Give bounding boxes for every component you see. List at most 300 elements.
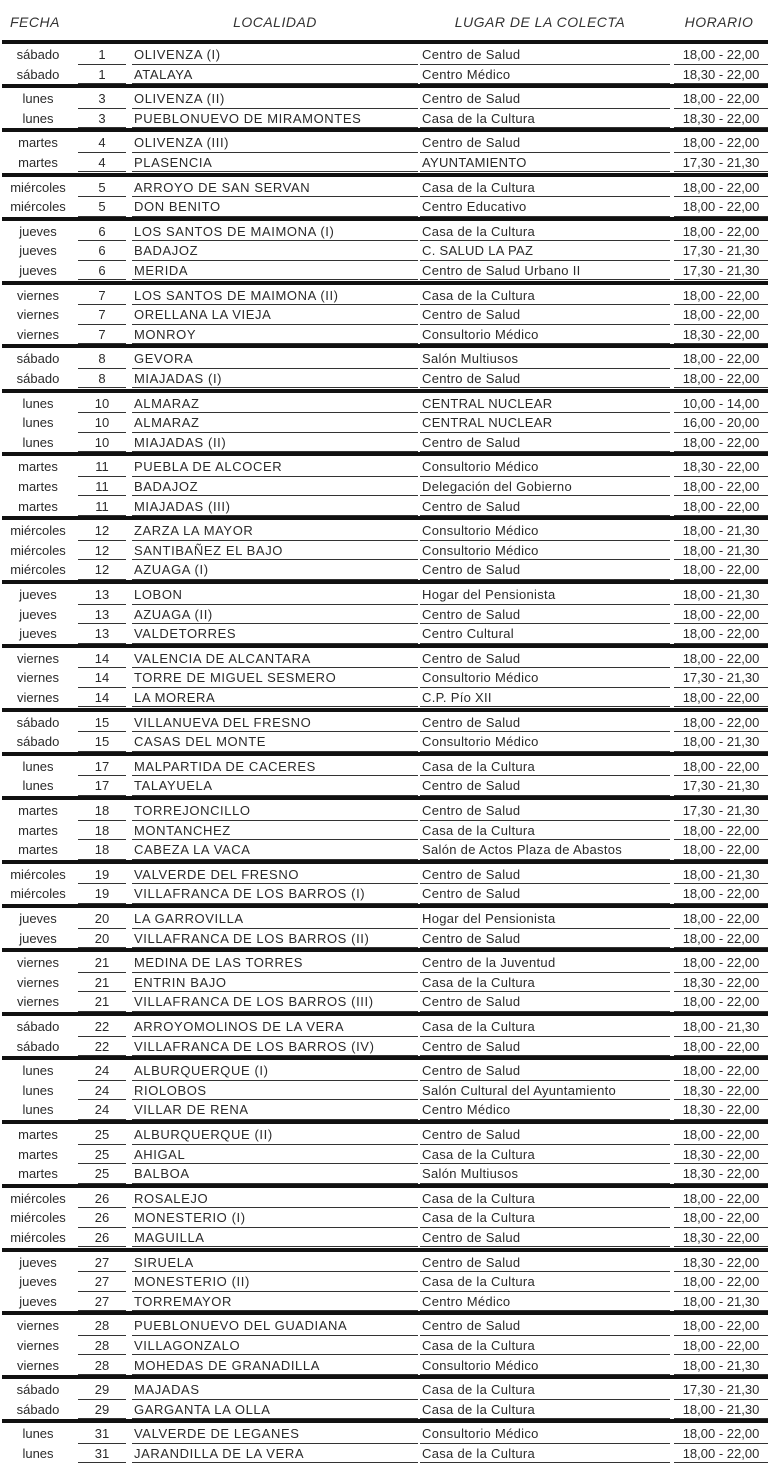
day-cell: miércoles	[10, 866, 66, 882]
day-cell: sábado	[16, 370, 60, 386]
localidad-cell: ALMARAZ	[134, 395, 200, 411]
horario-cell: 18,00 - 22,00	[682, 626, 760, 642]
day-cell: martes	[18, 154, 58, 170]
lugar-cell: Casa de la Cultura	[422, 1445, 536, 1461]
horario-cell: 18,30 - 22,00	[682, 459, 760, 475]
table-row	[0, 992, 770, 1012]
date-group	[0, 1419, 770, 1463]
row-underline	[420, 1462, 670, 1463]
localidad-cell: RIOLOBOS	[134, 1082, 207, 1098]
date-number-cell: 1	[98, 66, 106, 82]
group-separator	[2, 452, 768, 456]
table-row	[0, 1145, 770, 1165]
date-number-cell: 17	[94, 758, 110, 774]
date-number-cell: 27	[94, 1254, 110, 1270]
horario-cell: 18,00 - 22,00	[682, 498, 760, 514]
date-group	[0, 1311, 770, 1375]
horario-cell: 18,00 - 22,00	[682, 650, 760, 666]
day-cell: sábado	[16, 351, 60, 367]
date-number-cell: 28	[94, 1337, 110, 1353]
lugar-cell: C. SALUD LA PAZ	[422, 243, 534, 259]
lugar-cell: Centro de Salud	[422, 91, 521, 107]
localidad-cell: LOBON	[134, 587, 183, 602]
horario-cell: 18,00 - 21,30	[682, 542, 760, 558]
day-cell: lunes	[22, 1445, 54, 1461]
date-number-cell: 20	[94, 930, 110, 946]
date-number-cell: 13	[94, 626, 110, 642]
date-number-cell: 28	[94, 1318, 110, 1334]
table-row	[0, 1228, 770, 1248]
day-cell: jueves	[19, 626, 57, 642]
lugar-cell: Centro de Salud	[422, 930, 521, 946]
day-cell: jueves	[19, 1293, 57, 1309]
horario-cell: 18,00 - 22,00	[682, 714, 760, 730]
table-row	[0, 178, 770, 198]
date-group	[0, 344, 770, 388]
date-group	[0, 1056, 770, 1120]
table-row	[0, 1017, 770, 1037]
table-row	[0, 497, 770, 517]
lugar-cell: Centro Médico	[422, 66, 511, 82]
group-separator	[2, 796, 768, 800]
table-row	[0, 325, 770, 345]
date-number-cell: 14	[94, 670, 110, 686]
localidad-cell: MONTANCHEZ	[134, 822, 231, 838]
day-cell: lunes	[22, 434, 54, 450]
horario-cell: 18,00 - 22,00	[682, 351, 760, 367]
table-row	[0, 394, 770, 414]
localidad-cell: ALBURQUERQUE (I)	[134, 1063, 269, 1079]
lugar-cell: Consultorio Médico	[422, 542, 539, 558]
table-row	[0, 929, 770, 949]
localidad-cell: MOHEDAS DE GRANADILLA	[134, 1357, 320, 1373]
table-row	[0, 1253, 770, 1273]
horario-cell: 18,00 - 22,00	[682, 1337, 760, 1353]
table-row	[0, 241, 770, 261]
date-number-cell: 8	[98, 370, 106, 386]
localidad-cell: JARANDILLA DE LA VERA	[134, 1445, 305, 1461]
row-underline	[78, 1462, 126, 1463]
table-row	[0, 624, 770, 644]
table-row	[0, 1081, 770, 1101]
group-separator	[2, 904, 768, 908]
horario-cell: 18,30 - 22,00	[682, 974, 760, 990]
group-separator	[2, 217, 768, 221]
day-cell: lunes	[22, 395, 54, 411]
date-number-cell: 14	[94, 689, 110, 705]
horario-cell: 10,00 - 14,00	[682, 395, 760, 411]
lugar-cell: Salón Cultural del Ayuntamiento	[422, 1082, 617, 1098]
date-number-cell: 11	[95, 478, 109, 494]
table-row	[0, 1208, 770, 1228]
table-row	[0, 1356, 770, 1376]
group-separator	[2, 644, 768, 648]
date-number-cell: 1	[98, 47, 106, 62]
date-group	[0, 948, 770, 1012]
localidad-cell: TORREJONCILLO	[134, 803, 251, 818]
date-group	[0, 644, 770, 708]
lugar-cell: Centro de Salud	[422, 434, 521, 450]
table-row	[0, 222, 770, 242]
table-row	[0, 477, 770, 497]
day-cell: sábado	[16, 714, 60, 730]
horario-cell: 18,00 - 22,00	[682, 1318, 760, 1334]
localidad-cell: VILLAFRANCA DE LOS BARROS (I)	[134, 886, 366, 902]
day-cell: martes	[18, 1146, 58, 1162]
date-number-cell: 31	[94, 1445, 110, 1461]
day-cell: viernes	[17, 1337, 59, 1353]
date-number-cell: 12	[94, 542, 110, 558]
day-cell: martes	[18, 1166, 58, 1182]
date-number-cell: 21	[94, 955, 110, 971]
horario-cell: 18,00 - 22,00	[682, 478, 760, 494]
localidad-cell: MALPARTIDA DE CACERES	[134, 758, 316, 774]
day-cell: viernes	[17, 287, 59, 303]
table-row	[0, 953, 770, 973]
group-separator	[2, 128, 768, 132]
lugar-cell: Centro de Salud	[422, 370, 521, 386]
lugar-cell: Hogar del Pensionista	[422, 587, 556, 602]
date-number-cell: 31	[94, 1426, 110, 1442]
horario-cell: 18,00 - 22,00	[682, 1210, 760, 1226]
day-cell: viernes	[17, 326, 59, 342]
date-number-cell: 28	[94, 1357, 110, 1373]
localidad-cell: DON BENITO	[134, 199, 221, 215]
table-row	[0, 45, 770, 65]
day-cell: lunes	[22, 1063, 54, 1079]
localidad-cell: MEDINA DE LAS TORRES	[134, 955, 304, 971]
day-cell: lunes	[22, 1082, 54, 1098]
table-row	[0, 153, 770, 173]
horario-cell: 17,30 - 21,30	[682, 154, 760, 170]
day-cell: jueves	[19, 606, 57, 622]
date-number-cell: 5	[98, 179, 106, 195]
horario-cell: 18,00 - 22,00	[682, 930, 760, 946]
day-cell: miércoles	[10, 523, 66, 539]
group-separator	[2, 752, 768, 756]
date-number-cell: 25	[94, 1127, 110, 1142]
day-cell: lunes	[22, 1426, 54, 1442]
date-group	[0, 84, 770, 128]
lugar-cell: Delegación del Gobierno	[422, 478, 572, 494]
date-number-cell: 25	[94, 1166, 110, 1182]
lugar-cell: Centro de Salud	[422, 47, 521, 62]
horario-cell: 18,30 - 22,00	[682, 1146, 760, 1162]
localidad-cell: VALVERDE DE LEGANES	[134, 1426, 300, 1442]
date-number-cell: 25	[94, 1146, 110, 1162]
table-row	[0, 197, 770, 217]
date-group	[0, 173, 770, 217]
day-cell: martes	[18, 478, 58, 494]
horario-cell: 17,30 - 21,30	[682, 803, 760, 818]
lugar-cell: Casa de la Cultura	[422, 822, 536, 838]
horario-cell: 18,00 - 21,30	[682, 587, 760, 602]
table-row	[0, 1400, 770, 1420]
horario-cell: 17,30 - 21,30	[682, 778, 760, 794]
horario-cell: 18,00 - 21,30	[682, 1019, 760, 1034]
horario-cell: 17,30 - 21,30	[682, 1382, 760, 1398]
date-group	[0, 281, 770, 345]
date-number-cell: 20	[94, 911, 110, 926]
date-group	[0, 452, 770, 516]
lugar-cell: Centro de Salud	[422, 994, 521, 1010]
day-cell: martes	[18, 1127, 58, 1142]
date-number-cell: 29	[94, 1382, 110, 1398]
day-cell: martes	[18, 803, 58, 818]
date-number-cell: 18	[94, 822, 110, 838]
day-cell: martes	[18, 842, 58, 858]
group-separator	[2, 389, 768, 393]
table-row	[0, 668, 770, 688]
lugar-cell: Centro de la Juventud	[422, 955, 556, 971]
horario-cell: 18,00 - 22,00	[682, 199, 760, 215]
table-row	[0, 1444, 770, 1464]
date-number-cell: 12	[94, 523, 110, 539]
group-separator	[2, 580, 768, 584]
date-group	[0, 796, 770, 860]
localidad-cell: MIAJADAS (III)	[134, 498, 231, 514]
localidad-cell: VILLAFRANCA DE LOS BARROS (IV)	[134, 1038, 375, 1054]
group-separator	[2, 1120, 768, 1124]
day-cell: jueves	[19, 223, 57, 239]
day-cell: lunes	[22, 758, 54, 774]
localidad-cell: MONESTERIO (II)	[134, 1274, 250, 1290]
date-number-cell: 21	[94, 994, 110, 1010]
date-group	[0, 1248, 770, 1312]
table-row	[0, 776, 770, 796]
localidad-cell: VALDETORRES	[134, 626, 237, 642]
lugar-cell: Centro Educativo	[422, 199, 527, 215]
table-row	[0, 1125, 770, 1145]
date-number-cell: 18	[94, 803, 110, 818]
group-separator	[2, 708, 768, 712]
table-row	[0, 1164, 770, 1184]
localidad-cell: ORELLANA LA VIEJA	[134, 307, 272, 323]
date-number-cell: 11	[95, 459, 109, 475]
localidad-cell: BALBOA	[134, 1166, 190, 1182]
horario-cell: 18,30 - 22,00	[682, 1166, 760, 1182]
localidad-cell: LOS SANTOS DE MAIMONA (I)	[134, 223, 335, 239]
date-number-cell: 13	[94, 606, 110, 622]
group-separator	[2, 281, 768, 285]
lugar-cell: Centro de Salud	[422, 498, 521, 514]
day-cell: viernes	[17, 650, 59, 666]
lugar-cell: Centro de Salud	[422, 886, 521, 902]
day-cell: lunes	[22, 110, 54, 126]
table-row	[0, 585, 770, 605]
group-separator	[2, 1248, 768, 1252]
horario-cell: 18,00 - 22,00	[682, 434, 760, 450]
lugar-cell: Consultorio Médico	[422, 1357, 539, 1373]
horario-cell: 18,00 - 22,00	[682, 1127, 760, 1142]
horario-cell: 18,30 - 22,00	[682, 1254, 760, 1270]
date-number-cell: 10	[94, 434, 110, 450]
horario-cell: 18,30 - 22,00	[682, 326, 760, 342]
date-number-cell: 8	[98, 351, 106, 367]
localidad-cell: LOS SANTOS DE MAIMONA (II)	[134, 287, 339, 303]
column-header-lugar: LUGAR DE LA COLECTA	[454, 14, 626, 30]
group-separator	[2, 84, 768, 88]
day-cell: lunes	[22, 1102, 54, 1118]
day-cell: viernes	[17, 1357, 59, 1373]
localidad-cell: VILLAGONZALO	[134, 1337, 241, 1353]
table-row	[0, 65, 770, 85]
day-cell: jueves	[19, 587, 57, 602]
localidad-cell: ARROYO DE SAN SERVAN	[134, 179, 311, 195]
horario-cell: 18,00 - 22,00	[682, 758, 760, 774]
localidad-cell: CABEZA LA VACA	[134, 842, 251, 858]
horario-cell: 18,00 - 22,00	[682, 606, 760, 622]
table-row	[0, 1424, 770, 1444]
day-cell: miércoles	[10, 179, 66, 195]
date-number-cell: 7	[98, 287, 106, 303]
lugar-cell: Centro de Salud	[422, 803, 521, 818]
day-cell: miércoles	[10, 1229, 66, 1245]
localidad-cell: AZUAGA (II)	[134, 606, 213, 622]
horario-cell: 18,00 - 21,30	[682, 866, 760, 882]
date-group	[0, 1375, 770, 1419]
horario-cell: 18,30 - 22,00	[682, 110, 760, 126]
localidad-cell: OLIVENZA (I)	[134, 47, 221, 62]
horario-cell: 18,00 - 22,00	[682, 287, 760, 303]
lugar-cell: Consultorio Médico	[422, 459, 539, 475]
date-number-cell: 5	[98, 199, 106, 215]
localidad-cell: CASAS DEL MONTE	[134, 734, 267, 750]
table-row	[0, 1380, 770, 1400]
horario-cell: 18,00 - 22,00	[682, 886, 760, 902]
lugar-cell: Casa de la Cultura	[422, 223, 536, 239]
horario-cell: 18,00 - 22,00	[682, 1190, 760, 1206]
lugar-cell: Casa de la Cultura	[422, 974, 536, 990]
horario-cell: 17,30 - 21,30	[682, 670, 760, 686]
group-separator	[2, 40, 768, 44]
localidad-cell: PUEBLA DE ALCOCER	[134, 459, 283, 475]
horario-cell: 18,30 - 22,00	[682, 1082, 760, 1098]
lugar-cell: Casa de la Cultura	[422, 1401, 536, 1417]
date-number-cell: 24	[94, 1102, 110, 1118]
day-cell: lunes	[22, 415, 54, 431]
group-separator	[2, 173, 768, 177]
table-row	[0, 649, 770, 669]
day-cell: viernes	[17, 689, 59, 705]
day-cell: jueves	[19, 1274, 57, 1290]
localidad-cell: OLIVENZA (III)	[134, 135, 230, 151]
date-number-cell: 15	[94, 734, 110, 750]
day-cell: jueves	[19, 262, 57, 278]
horario-cell: 18,00 - 22,00	[682, 307, 760, 323]
horario-cell: 18,00 - 21,30	[682, 734, 760, 750]
date-number-cell: 24	[94, 1082, 110, 1098]
localidad-cell: MERIDA	[134, 262, 189, 278]
lugar-cell: Centro Médico	[422, 1102, 511, 1118]
day-cell: lunes	[22, 778, 54, 794]
date-number-cell: 6	[98, 223, 106, 239]
localidad-cell: MONROY	[134, 326, 197, 342]
lugar-cell: Casa de la Cultura	[422, 1382, 536, 1398]
lugar-cell: Casa de la Cultura	[422, 1274, 536, 1290]
lugar-cell: Centro de Salud	[422, 778, 521, 794]
table-row	[0, 1037, 770, 1057]
lugar-cell: Centro de Salud	[422, 1318, 521, 1334]
group-separator	[2, 948, 768, 952]
table-row	[0, 713, 770, 733]
group-separator	[2, 1419, 768, 1423]
group-separator	[2, 516, 768, 520]
horario-cell: 18,30 - 22,00	[682, 1102, 760, 1118]
day-cell: miércoles	[10, 1210, 66, 1226]
horario-cell: 18,00 - 22,00	[682, 822, 760, 838]
day-cell: miércoles	[10, 886, 66, 902]
table-row	[0, 865, 770, 885]
horario-cell: 18,00 - 21,30	[682, 523, 760, 539]
localidad-cell: TORREMAYOR	[134, 1293, 232, 1309]
date-number-cell: 3	[98, 91, 106, 107]
lugar-cell: C.P. Pío XII	[422, 689, 492, 705]
table-row	[0, 349, 770, 369]
day-cell: viernes	[17, 974, 59, 990]
lugar-cell: Centro de Salud	[422, 1127, 521, 1142]
lugar-cell: Centro de Salud	[422, 606, 521, 622]
date-number-cell: 4	[98, 135, 106, 151]
horario-cell: 18,00 - 22,00	[682, 1038, 760, 1054]
localidad-cell: SANTIBAÑEZ EL BAJO	[134, 542, 284, 558]
lugar-cell: Casa de la Cultura	[422, 1019, 536, 1034]
date-number-cell: 10	[94, 415, 110, 431]
lugar-cell: Centro de Salud	[422, 1038, 521, 1054]
table-row	[0, 884, 770, 904]
lugar-cell: Centro Médico	[422, 1293, 511, 1309]
date-number-cell: 22	[94, 1019, 110, 1034]
lugar-cell: Casa de la Cultura	[422, 1190, 536, 1206]
date-number-cell: 7	[98, 326, 106, 342]
localidad-cell: VILLAR DE RENA	[134, 1102, 249, 1118]
horario-cell: 18,00 - 22,00	[682, 911, 760, 926]
table-row	[0, 1189, 770, 1209]
lugar-cell: Casa de la Cultura	[422, 287, 536, 303]
day-cell: jueves	[19, 243, 57, 259]
date-group	[0, 217, 770, 281]
date-number-cell: 12	[94, 562, 110, 578]
date-number-cell: 19	[94, 866, 110, 882]
localidad-cell: ALMARAZ	[134, 415, 200, 431]
lugar-cell: Casa de la Cultura	[422, 758, 536, 774]
table-row	[0, 801, 770, 821]
group-separator	[2, 1056, 768, 1060]
date-group	[0, 904, 770, 948]
localidad-cell: ALBURQUERQUE (II)	[134, 1127, 273, 1142]
localidad-cell: BADAJOZ	[134, 243, 199, 259]
localidad-cell: ARROYOMOLINOS DE LA VERA	[134, 1019, 345, 1034]
lugar-cell: CENTRAL NUCLEAR	[422, 395, 553, 411]
horario-cell: 18,00 - 22,00	[682, 689, 760, 705]
day-cell: viernes	[17, 994, 59, 1010]
date-number-cell: 15	[94, 714, 110, 730]
lugar-cell: Consultorio Médico	[422, 523, 539, 539]
date-number-cell: 10	[94, 395, 110, 411]
localidad-cell: TORRE DE MIGUEL SESMERO	[134, 670, 337, 686]
lugar-cell: Consultorio Médico	[422, 670, 539, 686]
horario-cell: 17,30 - 21,30	[682, 262, 760, 278]
day-cell: sábado	[16, 1401, 60, 1417]
day-cell: martes	[18, 822, 58, 838]
localidad-cell: OLIVENZA (II)	[134, 91, 225, 107]
horario-cell: 18,00 - 22,00	[682, 135, 760, 151]
day-cell: viernes	[17, 670, 59, 686]
localidad-cell: GEVORA	[134, 351, 194, 367]
horario-cell: 18,00 - 22,00	[682, 370, 760, 386]
date-group	[0, 752, 770, 796]
lugar-cell: CENTRAL NUCLEAR	[422, 415, 553, 431]
